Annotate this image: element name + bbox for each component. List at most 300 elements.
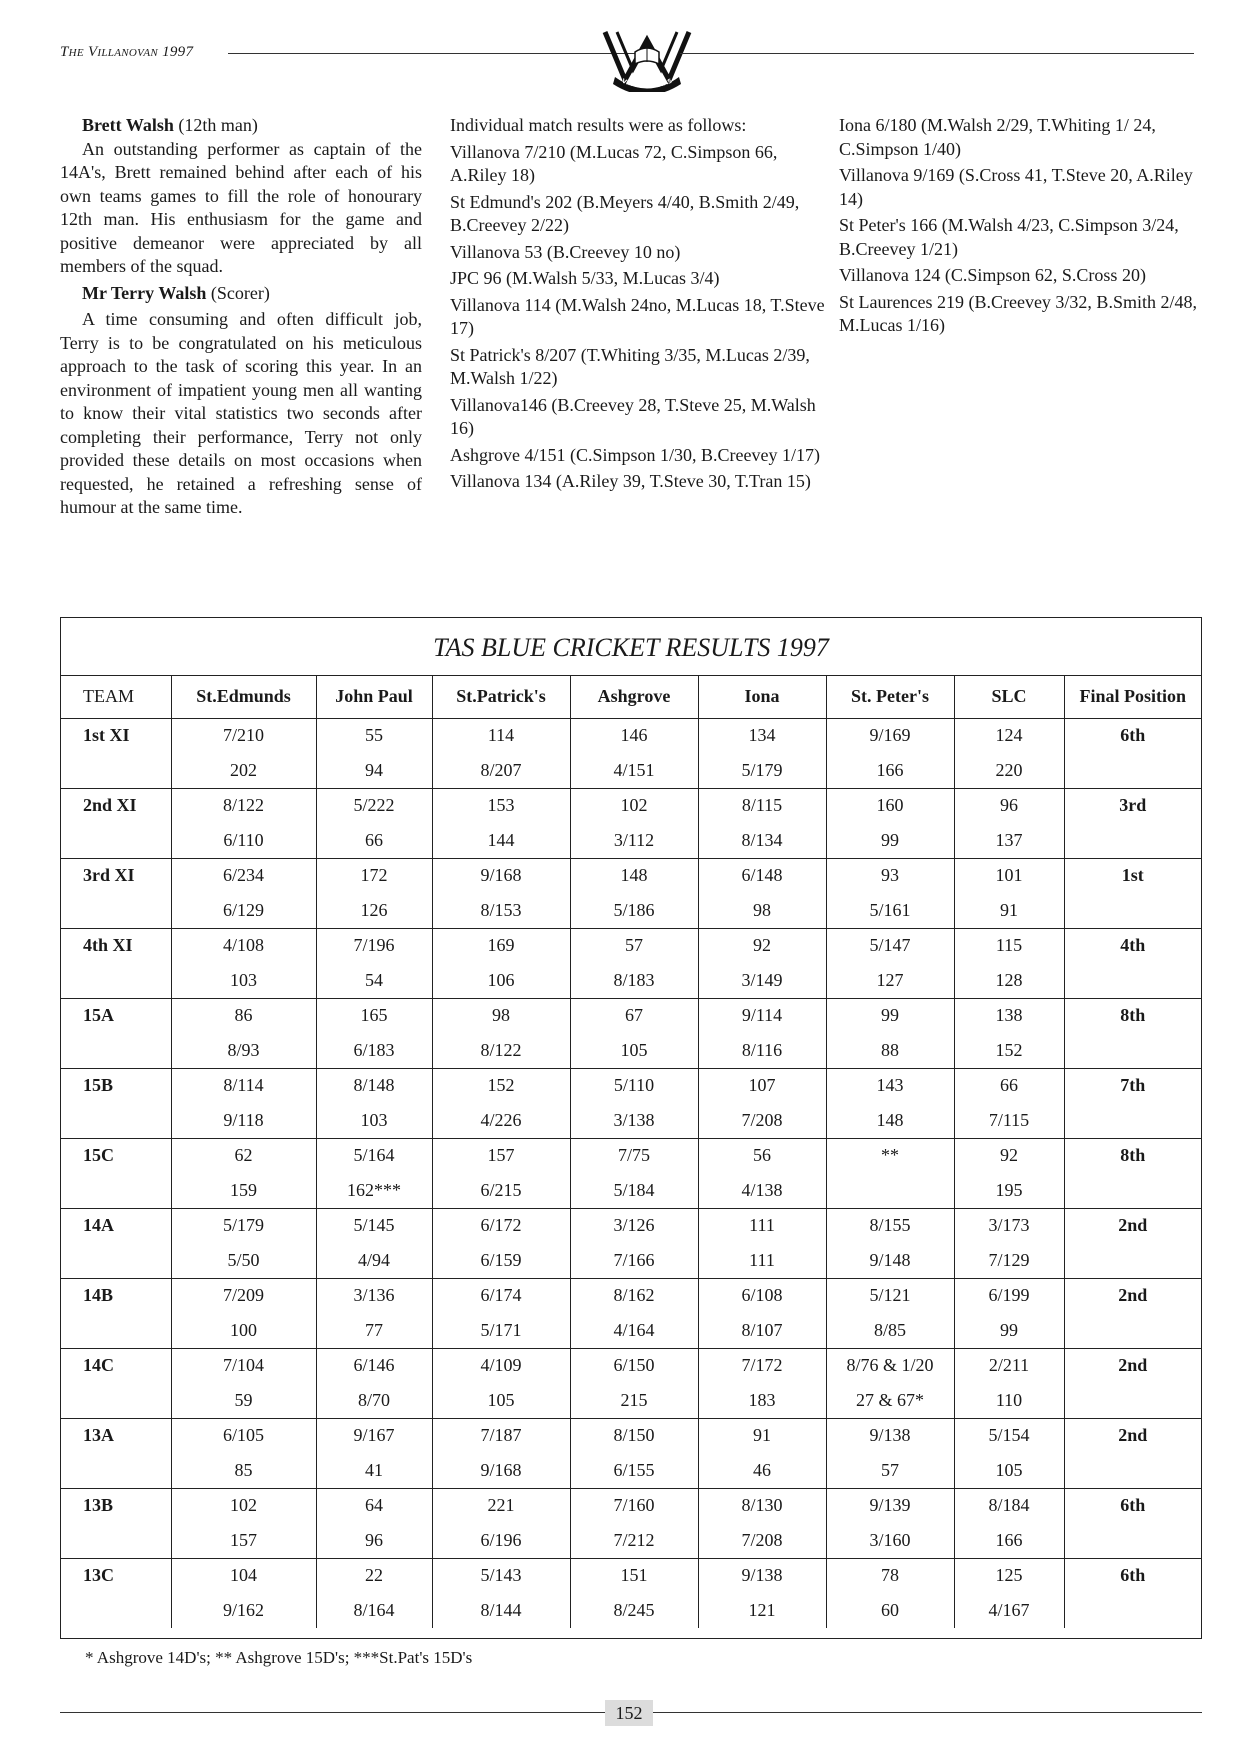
score-cell: 5/171 (432, 1313, 570, 1348)
score-cell: 144 (432, 823, 570, 858)
score-cell: 134 (698, 718, 826, 753)
final-position: 1st (1121, 865, 1144, 886)
column-header: SLC (954, 676, 1064, 718)
empty-cell (61, 1173, 171, 1208)
column-header: John Paul (316, 676, 432, 718)
footer-rule-left (60, 1712, 605, 1713)
table-title: TAS BLUE CRICKET RESULTS 1997 (61, 618, 1201, 676)
score-cell: 85 (171, 1453, 316, 1488)
person-paragraph: An outstanding performer as captain of the 14A's, Brett remained behind after each of his own teams games to fill the role of honourary 12th man. His enthusiasm for the game and positive demeanor were appreciated by all members of the squad. (60, 138, 422, 276)
score-cell: 125 (954, 1558, 1064, 1593)
score-cell: 98 (698, 893, 826, 928)
page-header (60, 22, 1194, 92)
table-row (61, 1278, 1201, 1313)
team-name: 15B (61, 1068, 171, 1103)
score-cell: 160 (826, 788, 954, 823)
score-cell: 4/167 (954, 1593, 1064, 1628)
table-row (61, 1103, 1201, 1138)
empty-cell (61, 1383, 171, 1418)
score-cell: 9/114 (698, 998, 826, 1033)
table-row (61, 1523, 1201, 1558)
score-cell: 172 (316, 858, 432, 893)
table-row (61, 963, 1201, 998)
score-cell: 77 (316, 1313, 432, 1348)
table-row (61, 1488, 1201, 1523)
score-cell: 3/112 (570, 823, 698, 858)
score-cell: 6/159 (432, 1243, 570, 1278)
table-footnote: * Ashgrove 14D's; ** Ashgrove 15D's; ***St.Pat's 15D's (85, 1648, 473, 1667)
team-name: 4th XI (61, 928, 171, 963)
score-cell: 220 (954, 753, 1064, 788)
score-cell: 6/215 (432, 1173, 570, 1208)
score-cell: 60 (826, 1593, 954, 1628)
score-cell: 9/168 (432, 858, 570, 893)
score-cell: 5/222 (316, 788, 432, 823)
score-cell: 4/138 (698, 1173, 826, 1208)
empty-cell (61, 893, 171, 928)
score-cell: 5/50 (171, 1243, 316, 1278)
score-cell: 99 (826, 998, 954, 1033)
score-cell: 4/164 (570, 1313, 698, 1348)
empty-cell (61, 963, 171, 998)
score-cell: 94 (316, 753, 432, 788)
table-row (61, 998, 1201, 1033)
score-cell: 6/146 (316, 1348, 432, 1383)
score-cell: 8/116 (698, 1033, 826, 1068)
score-cell: 110 (954, 1383, 1064, 1418)
score-cell: 157 (432, 1138, 570, 1173)
table-row (61, 823, 1201, 858)
score-cell: 8/164 (316, 1593, 432, 1628)
score-cell: 143 (826, 1068, 954, 1103)
score-cell: 7/160 (570, 1488, 698, 1523)
final-position: 8th (1120, 1145, 1146, 1166)
title-prefix: The (60, 44, 84, 60)
column-right (839, 114, 1201, 338)
header-rule-right (680, 53, 1194, 54)
score-cell: 102 (171, 1488, 316, 1523)
score-cell: 3/136 (316, 1278, 432, 1313)
score-cell: 115 (954, 928, 1064, 963)
score-cell: 6/108 (698, 1278, 826, 1313)
table-row (61, 788, 1201, 823)
table-row (61, 753, 1201, 788)
score-cell: 7/166 (570, 1243, 698, 1278)
table-header-row (61, 676, 1201, 718)
score-cell: 27 & 67* (826, 1383, 954, 1418)
empty-cell (61, 1103, 171, 1138)
column-header: Ashgrove (570, 676, 698, 718)
table-row (61, 928, 1201, 963)
score-cell: 103 (171, 963, 316, 998)
team-name: 14B (61, 1278, 171, 1313)
empty-cell (1064, 823, 1201, 858)
score-cell: 86 (171, 998, 316, 1033)
person-role: (Scorer) (210, 282, 270, 303)
column-header: Final Position (1064, 676, 1201, 718)
score-cell: 101 (954, 858, 1064, 893)
empty-cell (1064, 1033, 1201, 1068)
score-cell: 6/234 (171, 858, 316, 893)
table-row (61, 858, 1201, 893)
score-cell: 121 (698, 1593, 826, 1628)
score-cell: 8/162 (570, 1278, 698, 1313)
score-cell: 8/115 (698, 788, 826, 823)
score-cell: 96 (954, 788, 1064, 823)
match-result: Ashgrove 4/151 (C.Simpson 1/30, B.Creevey 1/17) (450, 444, 820, 465)
score-cell: 148 (826, 1103, 954, 1138)
score-cell: 126 (316, 893, 432, 928)
match-result: St Peter's 166 (M.Walsh 4/23, C.Simpson 3/24, B.Creevey 1/21) (839, 215, 1179, 259)
score-cell: 5/121 (826, 1278, 954, 1313)
person-heading-terry (60, 282, 422, 306)
score-cell: 8/144 (432, 1593, 570, 1628)
score-cell: 159 (171, 1173, 316, 1208)
score-cell: 103 (316, 1103, 432, 1138)
table-row (61, 1313, 1201, 1348)
empty-cell (1064, 1173, 1201, 1208)
score-cell: 8/130 (698, 1488, 826, 1523)
empty-cell (1064, 1593, 1201, 1628)
team-name: 15C (61, 1138, 171, 1173)
score-cell: 6/174 (432, 1278, 570, 1313)
score-cell: 5/147 (826, 928, 954, 963)
table-row (61, 1068, 1201, 1103)
table-row (61, 1138, 1201, 1173)
score-cell: 169 (432, 928, 570, 963)
score-cell: 6/172 (432, 1208, 570, 1243)
column-header: St.Patrick's (432, 676, 570, 718)
score-cell: 6/105 (171, 1418, 316, 1453)
table-row (61, 1558, 1201, 1593)
score-cell: 99 (826, 823, 954, 858)
page-number: 152 (605, 1700, 653, 1726)
score-cell: 162*** (316, 1173, 432, 1208)
empty-cell (1064, 1523, 1201, 1558)
score-cell: 5/179 (171, 1208, 316, 1243)
score-cell: 98 (432, 998, 570, 1033)
score-cell: 7/209 (171, 1278, 316, 1313)
score-cell: 202 (171, 753, 316, 788)
score-cell: 152 (432, 1068, 570, 1103)
score-cell: 7/210 (171, 718, 316, 753)
final-position: 8th (1120, 1005, 1146, 1026)
score-cell: 7/208 (698, 1523, 826, 1558)
column-header: Iona (698, 676, 826, 718)
table-row (61, 1033, 1201, 1068)
score-cell: 8/245 (570, 1593, 698, 1628)
match-result: St Edmund's 202 (B.Meyers 4/40, B.Smith 2/49, B.Creevey 2/22) (450, 191, 800, 235)
score-cell: 4/226 (432, 1103, 570, 1138)
score-cell: 9/139 (826, 1488, 954, 1523)
score-cell: 92 (954, 1138, 1064, 1173)
score-cell: 9/162 (171, 1593, 316, 1628)
final-position: 2nd (1118, 1215, 1148, 1236)
match-result: Iona 6/180 (M.Walsh 2/29, T.Whiting 1/ 24, C.Simpson 1/40) (839, 115, 1156, 159)
score-cell: 4/151 (570, 753, 698, 788)
score-cell: 100 (171, 1313, 316, 1348)
column-left (60, 114, 422, 520)
team-name: 3rd XI (61, 858, 171, 893)
score-cell: 88 (826, 1033, 954, 1068)
title-name: Villanovan (87, 44, 158, 60)
score-cell: 91 (698, 1418, 826, 1453)
final-position: 6th (1120, 1565, 1146, 1586)
empty-cell (61, 1453, 171, 1488)
score-cell: 183 (698, 1383, 826, 1418)
score-cell: 9/168 (432, 1453, 570, 1488)
empty-cell (1064, 963, 1201, 998)
table-row (61, 1348, 1201, 1383)
team-name: 14A (61, 1208, 171, 1243)
final-position: 2nd (1118, 1355, 1148, 1376)
score-cell: 3/126 (570, 1208, 698, 1243)
score-cell: 7/115 (954, 1103, 1064, 1138)
person-name: Mr Terry Walsh (82, 282, 207, 303)
score-cell: 8/76 & 1/20 (826, 1348, 954, 1383)
empty-cell (61, 823, 171, 858)
team-name: 2nd XI (61, 788, 171, 823)
score-cell: 57 (826, 1453, 954, 1488)
match-result: St Patrick's 8/207 (T.Whiting 3/35, M.Lucas 2/39, M.Walsh 1/22) (450, 344, 810, 388)
person-role: (12th man) (178, 115, 258, 135)
empty-cell (1064, 893, 1201, 928)
score-cell: 166 (954, 1523, 1064, 1558)
score-cell: 146 (570, 718, 698, 753)
score-cell: 5/184 (570, 1173, 698, 1208)
empty-cell (61, 753, 171, 788)
empty-cell (1064, 1103, 1201, 1138)
empty-cell (61, 1593, 171, 1628)
empty-cell (61, 1243, 171, 1278)
score-cell: 46 (698, 1453, 826, 1488)
score-cell: 111 (698, 1243, 826, 1278)
score-cell: 9/138 (826, 1418, 954, 1453)
team-name: 13C (61, 1558, 171, 1593)
match-result: Villanova146 (B.Creevey 28, T.Steve 25, M.Walsh 16) (450, 394, 816, 438)
final-position: 7th (1120, 1075, 1146, 1096)
final-position: 2nd (1118, 1285, 1148, 1306)
score-cell: 221 (432, 1488, 570, 1523)
score-cell: 59 (171, 1383, 316, 1418)
score-cell (826, 1173, 954, 1208)
match-result: JPC 96 (M.Walsh 5/33, M.Lucas 3/4) (450, 268, 720, 288)
score-cell: 7/129 (954, 1243, 1064, 1278)
score-cell: 104 (171, 1558, 316, 1593)
score-cell: 7/196 (316, 928, 432, 963)
score-cell: 62 (171, 1138, 316, 1173)
final-position: 4th (1120, 935, 1146, 956)
score-cell: 107 (698, 1068, 826, 1103)
table-row (61, 1418, 1201, 1453)
empty-cell (61, 1523, 171, 1558)
score-cell: 8/122 (432, 1033, 570, 1068)
results-intro: Individual match results were as follows: (450, 115, 747, 135)
person-heading-brett (60, 114, 422, 138)
score-cell: 55 (316, 718, 432, 753)
score-cell: ** (826, 1138, 954, 1173)
score-cell: 3/149 (698, 963, 826, 998)
match-result: Villanova 124 (C.Simpson 62, S.Cross 20) (839, 265, 1146, 285)
score-cell: 151 (570, 1558, 698, 1593)
empty-cell (61, 1313, 171, 1348)
results-table (61, 676, 1201, 1628)
score-cell: 114 (432, 718, 570, 753)
score-cell: 195 (954, 1173, 1064, 1208)
score-cell: 127 (826, 963, 954, 998)
column-header: St.Edmunds (171, 676, 316, 718)
team-name: 1st XI (61, 718, 171, 753)
score-cell: 152 (954, 1033, 1064, 1068)
team-name: 13A (61, 1418, 171, 1453)
score-cell: 124 (954, 718, 1064, 753)
score-cell: 8/122 (171, 788, 316, 823)
score-cell: 5/145 (316, 1208, 432, 1243)
footer-rule-right (653, 1712, 1202, 1713)
table-row (61, 1453, 1201, 1488)
score-cell: 111 (698, 1208, 826, 1243)
score-cell: 8/183 (570, 963, 698, 998)
score-cell: 137 (954, 823, 1064, 858)
score-cell: 56 (698, 1138, 826, 1173)
score-cell: 5/143 (432, 1558, 570, 1593)
score-cell: 8/93 (171, 1033, 316, 1068)
empty-cell (1064, 1243, 1201, 1278)
score-cell: 93 (826, 858, 954, 893)
score-cell: 7/75 (570, 1138, 698, 1173)
crest-motto: VINCIT VERITAS (620, 77, 674, 91)
match-result: Villanova 53 (B.Creevey 10 no) (450, 241, 681, 262)
score-cell: 2/211 (954, 1348, 1064, 1383)
score-cell: 8/207 (432, 753, 570, 788)
score-cell: 64 (316, 1488, 432, 1523)
score-cell: 9/167 (316, 1418, 432, 1453)
title-year: 1997 (162, 44, 194, 60)
score-cell: 5/164 (316, 1138, 432, 1173)
score-cell: 8/134 (698, 823, 826, 858)
score-cell: 165 (316, 998, 432, 1033)
table-row (61, 893, 1201, 928)
score-cell: 6/148 (698, 858, 826, 893)
score-cell: 41 (316, 1453, 432, 1488)
person-name: Brett Walsh (82, 115, 174, 135)
table-row (61, 1383, 1201, 1418)
score-cell: 105 (954, 1453, 1064, 1488)
score-cell: 4/109 (432, 1348, 570, 1383)
score-cell: 8/114 (171, 1068, 316, 1103)
column-middle (450, 114, 826, 494)
score-cell: 153 (432, 788, 570, 823)
results-table-box (60, 617, 1202, 1639)
score-cell: 9/118 (171, 1103, 316, 1138)
score-cell: 7/187 (432, 1418, 570, 1453)
match-result: St Laurences 219 (B.Creevey 3/32, B.Smith 2/48, M.Lucas 1/16) (839, 291, 1197, 335)
team-name: 14C (61, 1348, 171, 1383)
final-position: 6th (1120, 1495, 1146, 1516)
empty-cell (1064, 753, 1201, 788)
team-name: 15A (61, 998, 171, 1033)
score-cell: 157 (171, 1523, 316, 1558)
score-cell: 4/108 (171, 928, 316, 963)
score-cell: 5/161 (826, 893, 954, 928)
match-result: Villanova 114 (M.Walsh 24no, M.Lucas 18, T.Steve 17) (450, 294, 825, 338)
match-result: Villanova 134 (A.Riley 39, T.Steve 30, T.Tran 15) (450, 471, 811, 491)
score-cell: 3/173 (954, 1208, 1064, 1243)
score-cell: 215 (570, 1383, 698, 1418)
score-cell: 7/172 (698, 1348, 826, 1383)
score-cell: 6/196 (432, 1523, 570, 1558)
score-cell: 166 (826, 753, 954, 788)
score-cell: 66 (316, 823, 432, 858)
score-cell: 105 (570, 1033, 698, 1068)
score-cell: 5/154 (954, 1418, 1064, 1453)
score-cell: 54 (316, 963, 432, 998)
score-cell: 6/155 (570, 1453, 698, 1488)
final-position: 2nd (1118, 1425, 1148, 1446)
score-cell: 91 (954, 893, 1064, 928)
table-row (61, 1243, 1201, 1278)
match-result: Villanova 7/210 (M.Lucas 72, C.Simpson 66, A.Riley 18) (450, 141, 778, 185)
score-cell: 9/138 (698, 1558, 826, 1593)
score-cell: 5/110 (570, 1068, 698, 1103)
score-cell: 8/184 (954, 1488, 1064, 1523)
empty-cell (61, 1033, 171, 1068)
score-cell: 57 (570, 928, 698, 963)
empty-cell (1064, 1313, 1201, 1348)
score-cell: 96 (316, 1523, 432, 1558)
final-position: 6th (1120, 725, 1146, 746)
column-header: TEAM (61, 676, 171, 718)
score-cell: 102 (570, 788, 698, 823)
table-row (61, 718, 1201, 753)
score-cell: 3/160 (826, 1523, 954, 1558)
score-cell: 5/179 (698, 753, 826, 788)
running-title (60, 44, 193, 61)
score-cell: 148 (570, 858, 698, 893)
score-cell: 92 (698, 928, 826, 963)
empty-cell (1064, 1453, 1201, 1488)
score-cell: 9/148 (826, 1243, 954, 1278)
score-cell: 5/186 (570, 893, 698, 928)
score-cell: 8/70 (316, 1383, 432, 1418)
score-cell: 6/183 (316, 1033, 432, 1068)
final-position: 3rd (1119, 795, 1147, 816)
score-cell: 6/129 (171, 893, 316, 928)
score-cell: 128 (954, 963, 1064, 998)
score-cell: 8/153 (432, 893, 570, 928)
score-cell: 8/155 (826, 1208, 954, 1243)
score-cell: 4/94 (316, 1243, 432, 1278)
score-cell: 8/150 (570, 1418, 698, 1453)
score-cell: 9/169 (826, 718, 954, 753)
score-cell: 7/104 (171, 1348, 316, 1383)
column-header: St. Peter's (826, 676, 954, 718)
score-cell: 78 (826, 1558, 954, 1593)
score-cell: 6/199 (954, 1278, 1064, 1313)
score-cell: 7/208 (698, 1103, 826, 1138)
score-cell: 99 (954, 1313, 1064, 1348)
score-cell: 138 (954, 998, 1064, 1033)
score-cell: 66 (954, 1068, 1064, 1103)
score-cell: 8/85 (826, 1313, 954, 1348)
table-row (61, 1208, 1201, 1243)
score-cell: 22 (316, 1558, 432, 1593)
team-name: 13B (61, 1488, 171, 1523)
person-paragraph: A time consuming and often difficult job, Terry is to be congratulated on his meticulous approach to the task of scoring this year. In an environment of impatient young men all wanting to know their vital statistics two seconds after completing their performance, Terry not only provided these details on most occasions when requested, he retained a refreshing sense of humour at the same time. (60, 309, 422, 517)
score-cell: 106 (432, 963, 570, 998)
table-row (61, 1173, 1201, 1208)
score-cell: 3/138 (570, 1103, 698, 1138)
